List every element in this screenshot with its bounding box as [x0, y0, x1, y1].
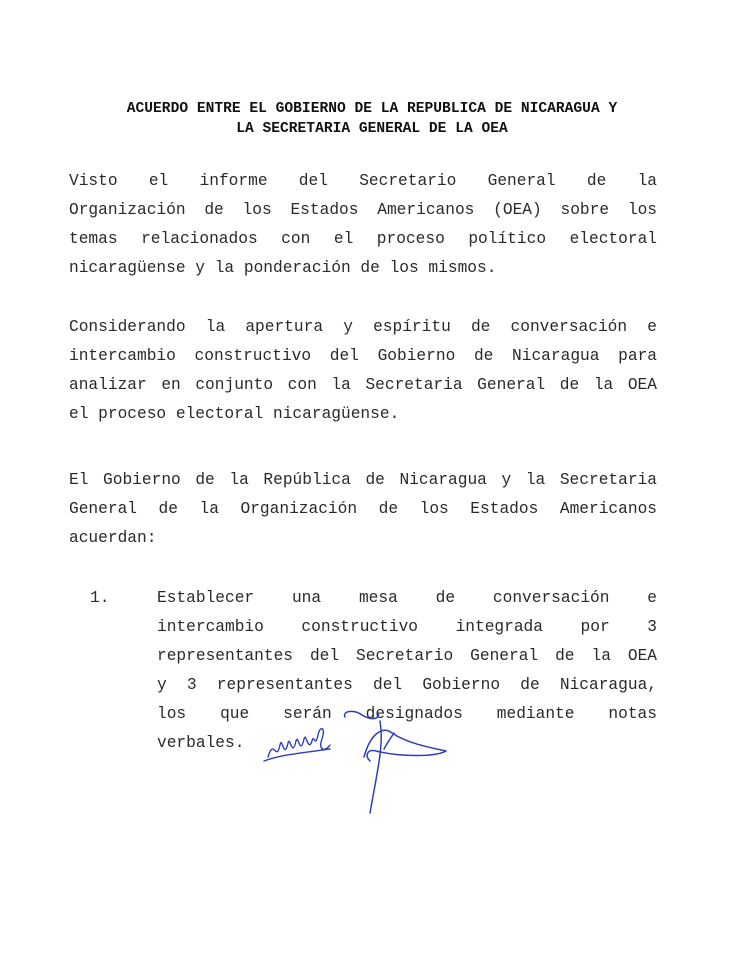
paragraph-line: nicaragüense y la ponderación de los mismos.: [69, 259, 497, 277]
list-item-line: verbales.: [157, 734, 245, 752]
paragraph-line: temas relacionados con el proceso político electoral: [69, 230, 657, 248]
paragraph-line: el proceso electoral nicaragüense.: [69, 405, 400, 423]
paragraph-visto: [69, 167, 657, 283]
paragraph-line: Organización de los Estados Americanos (OEA) sobre los: [69, 201, 657, 219]
paragraph-line: Considerando la apertura y espíritu de conversación e: [69, 318, 657, 336]
paragraph-considerando: [69, 313, 657, 429]
document-title: [60, 99, 684, 139]
paragraph-line: intercambio constructivo del Gobierno de Nicaragua para: [69, 347, 657, 365]
title-line-2: LA SECRETARIA GENERAL DE LA OEA: [236, 121, 508, 137]
title-line-1: ACUERDO ENTRE EL GOBIERNO DE LA REPUBLICA DE NICARAGUA Y: [126, 101, 618, 117]
initials-signature: [264, 729, 330, 761]
list-item-line: Establecer una mesa de conversación e: [157, 589, 657, 607]
paragraph-line: El Gobierno de la República de Nicaragua y la Secretaria: [69, 471, 657, 489]
list-item-line: y 3 representantes del Gobierno de Nicaragua,: [157, 676, 657, 694]
handwritten-signatures: [260, 705, 460, 815]
paragraph-line: General de la Organización de los Estados Americanos: [69, 500, 657, 518]
paragraph-line: Visto el informe del Secretario General de la: [69, 172, 657, 190]
list-item-line: intercambio constructivo integrada por 3: [157, 618, 657, 636]
paragraph-acuerdan: [69, 466, 657, 553]
list-item-number: 1.: [90, 589, 110, 607]
paragraph-line: analizar en conjunto con la Secretaria General de la OEA: [69, 376, 657, 394]
paragraph-line: acuerdan:: [69, 529, 157, 547]
main-signature: [345, 711, 446, 813]
list-item-line: representantes del Secretario General de la OEA: [157, 647, 657, 665]
list-item-line: los que serán designados mediante notas: [157, 705, 657, 723]
